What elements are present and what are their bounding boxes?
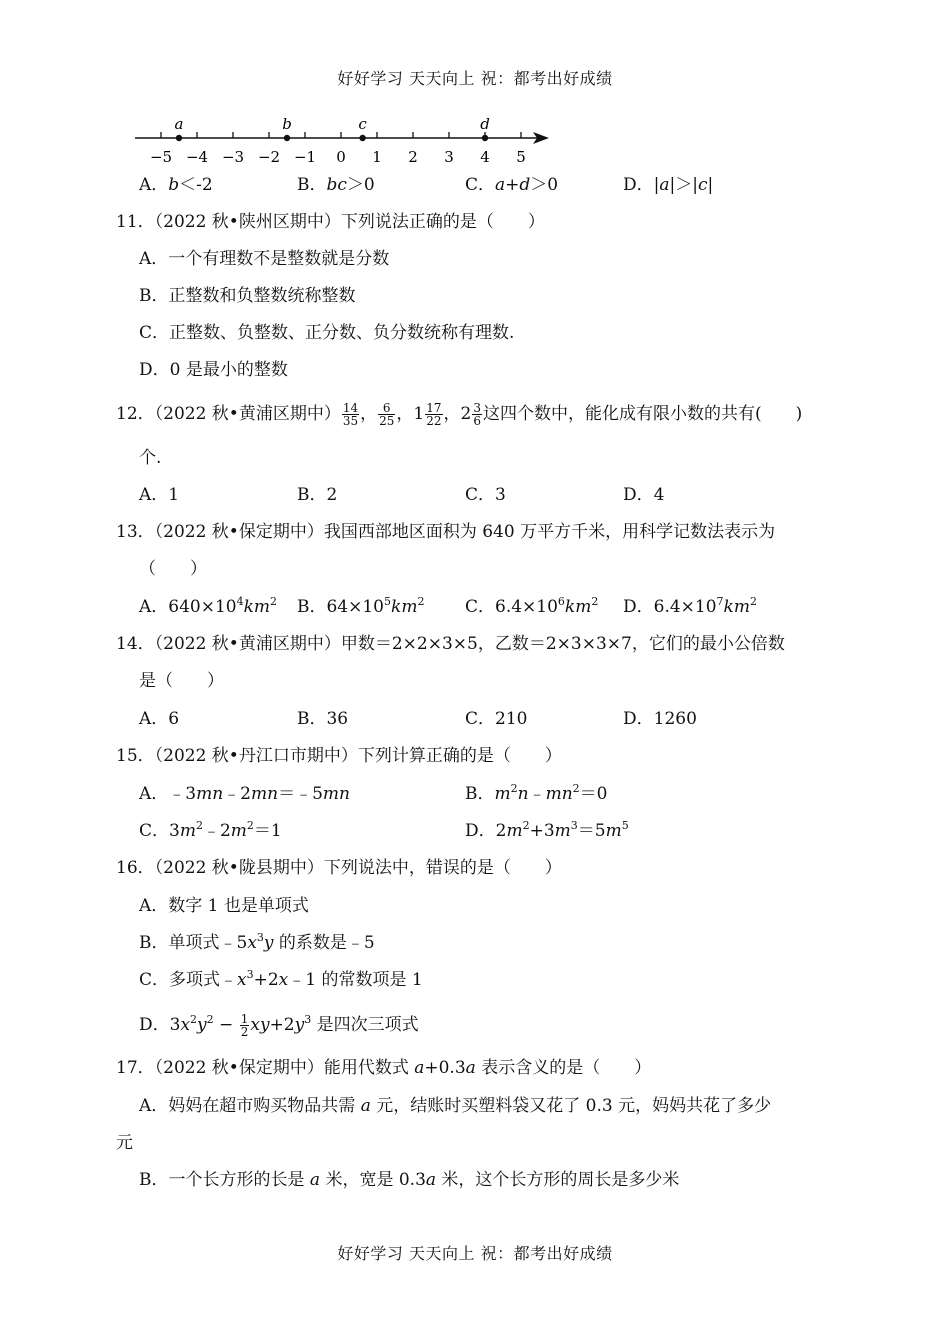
page-footer: 好好学习 天天向上 祝：都考出好成绩 xyxy=(337,1244,613,1263)
q12-option-a[interactable]: A．1 xyxy=(139,485,180,505)
q17-option-a-line1[interactable]: A．妈妈在超市购买物品共需 a 元，结账时买塑料袋又花了 0.3 元，妈妈共花了多少 xyxy=(139,1096,772,1116)
q12-suffix: 这四个数中，能化成有限小数的共有( ) xyxy=(482,404,803,424)
q14-option-c[interactable]: C．210 xyxy=(465,709,528,729)
point-b xyxy=(284,135,290,141)
q13-stem: 13．（2022 秋•保定期中）我国西部地区面积为 640 万平方千米，用科学记数法表示为 xyxy=(116,522,776,542)
tick-label: −4 xyxy=(185,148,209,166)
tick-label: −1 xyxy=(293,148,317,166)
q14-option-a[interactable]: A．6 xyxy=(139,709,180,729)
q11-option-a[interactable]: A．一个有理数不是整数就是分数 xyxy=(139,249,390,269)
tick-label: 3 xyxy=(444,148,454,166)
page-header: 好好学习 天天向上 祝：都考出好成绩 xyxy=(337,69,613,88)
tick-label: −3 xyxy=(221,148,245,166)
q13-option-c[interactable]: C．$6.4\times 10^6km^2$ xyxy=(465,595,599,617)
q15-stem: 15．（2022 秋•丹江口市期中）下列计算正确的是（ ） xyxy=(116,746,562,766)
q12-continuation: 个. xyxy=(139,448,162,468)
point-label-c: c xyxy=(358,115,367,133)
q11-option-d[interactable]: D．0 是最小的整数 xyxy=(139,360,288,380)
tick-label: 5 xyxy=(516,148,526,166)
q16-option-c[interactable]: C．多项式$﹣x^3+2x﹣1$ 的常数项是 1 xyxy=(139,968,423,990)
q15-option-d[interactable]: D．$2m^2+3m^3=5m^5$ xyxy=(465,819,629,841)
q10-option-a[interactable]: A．b＜-2 xyxy=(139,175,213,195)
q12-option-d[interactable]: D．4 xyxy=(623,485,665,505)
point-a xyxy=(176,135,182,141)
q13-option-a[interactable]: A．$640\times 10^4km^2$ xyxy=(139,595,278,617)
q12-prefix: 12．（2022 秋•黄浦区期中） xyxy=(116,404,341,424)
tick-label: 4 xyxy=(480,148,490,166)
q11-option-c[interactable]: C．正整数、负整数、正分数、负分数统称有理数. xyxy=(139,323,515,343)
q12-stem: 12．（2022 秋•黄浦区期中） $\frac{14}{35}$ ， $\frac{6}{25}$ ，1 $\frac{17}{22}$ ，2 $\frac{3}{6}$ 这四个数中，能化成有限小数的共有( ) xyxy=(116,401,803,428)
q14-continuation: 是（ ） xyxy=(139,671,224,691)
fraction-1-2: $\frac{1}{2}$ xyxy=(240,1012,249,1039)
q16-stem: 16．（2022 秋•陇县期中）下列说法中，错误的是（ ） xyxy=(116,858,562,878)
fraction-14-35: $\frac{14}{35}$ xyxy=(342,401,359,428)
q13-continuation: （ ） xyxy=(139,559,207,579)
q12-option-c[interactable]: C．3 xyxy=(465,485,506,505)
q15-option-c[interactable]: C．$3m^2﹣2m^2=1$ xyxy=(139,819,282,841)
q16-option-b[interactable]: B．单项式$﹣5x^3y$ 的系数是﹣5 xyxy=(139,931,375,953)
q11-option-b[interactable]: B．正整数和负整数统称整数 xyxy=(139,286,356,306)
tick-label: 1 xyxy=(372,148,382,166)
number-line-figure xyxy=(125,112,565,172)
q15-option-b[interactable]: B．$m^2n﹣mn^2=0$ xyxy=(465,782,608,804)
q16-option-a[interactable]: A．数字 1 也是单项式 xyxy=(139,896,309,916)
tick-label: −2 xyxy=(257,148,281,166)
tick-label: −5 xyxy=(149,148,173,166)
point-label-b: b xyxy=(282,115,292,133)
q14-stem: 14．（2022 秋•黄浦区期中）甲数＝2×2×3×5，乙数＝2×3×3×7，它们的最小公倍数 xyxy=(116,634,785,654)
q11-stem: 11．（2022 秋•陕州区期中）下列说法正确的是（ ） xyxy=(116,212,545,232)
q14-option-b[interactable]: B．36 xyxy=(297,709,349,729)
tick-label: 2 xyxy=(408,148,418,166)
q10-option-c[interactable]: C．a+d＞0 xyxy=(465,175,559,195)
point-label-a: a xyxy=(174,115,184,133)
point-d xyxy=(482,135,488,141)
tick-label: 0 xyxy=(336,148,346,166)
fraction-3-6: $\frac{3}{6}$ xyxy=(473,401,481,428)
q17-option-a-line2: 元 xyxy=(116,1133,133,1153)
q10-option-b[interactable]: B．bc＞0 xyxy=(297,175,375,195)
q17-stem: 17．（2022 秋•保定期中）能用代数式 a+0.3a 表示含义的是（ ） xyxy=(116,1058,652,1078)
q10-option-d[interactable]: D．|a|＞|c| xyxy=(623,175,714,195)
q13-option-d[interactable]: D．$6.4\times 10^7km^2$ xyxy=(623,595,757,617)
q13-option-b[interactable]: B．$64\times 10^5km^2$ xyxy=(297,595,425,617)
q14-option-d[interactable]: D．1260 xyxy=(623,709,697,729)
fraction-17-22: $\frac{17}{22}$ xyxy=(426,401,442,428)
q17-option-b[interactable]: B．一个长方形的长是 a 米，宽是 0.3a 米，这个长方形的周长是多少米 xyxy=(139,1170,680,1190)
q15-option-a[interactable]: A．﹣3mn﹣2mn＝﹣5mn xyxy=(139,784,350,804)
point-label-d: d xyxy=(480,115,490,133)
point-c xyxy=(359,135,365,141)
q16-option-d[interactable]: D．$3x^2y^2$ − $\frac{1}{2}$ $xy+2y^3$ 是四次三项式 xyxy=(139,1012,419,1039)
fraction-6-25: $\frac{6}{25}$ xyxy=(379,401,395,428)
q12-option-b[interactable]: B．2 xyxy=(297,485,338,505)
